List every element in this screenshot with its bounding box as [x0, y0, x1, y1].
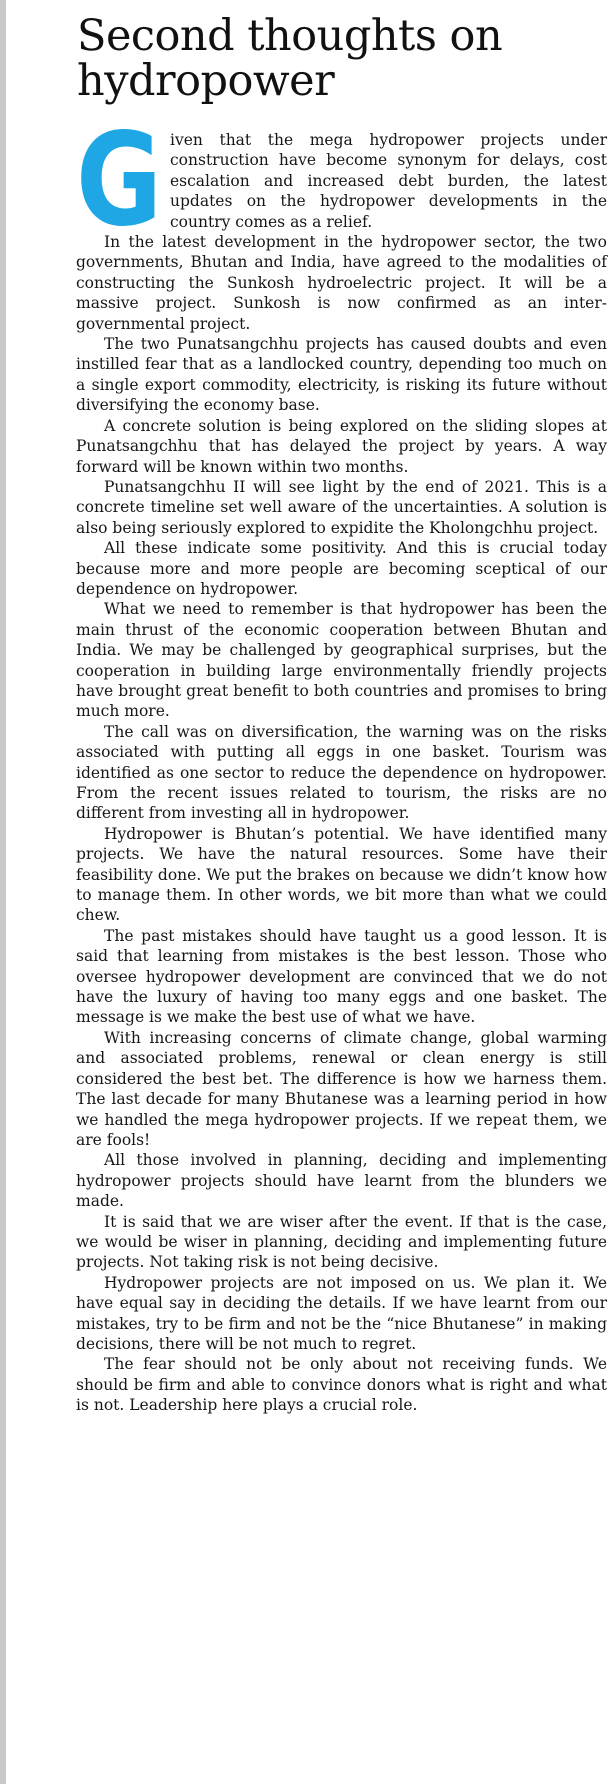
- article-paragraph-8: The call was on diversification, the warning was on the risks associated with putting all eggs in one basket. Tourism was identified as one sector to reduce the dependence on hydropower. From the recent issues related to tourism, the risks are no different from investing all in hydropower.: [76, 722, 607, 823]
- article-paragraph-9: Hydropower is Bhutan’s potential. We have identified many projects. We have the natural resources. Some have their feasibility done. We put the brakes on because we didn’t know how to manage them. In other words, we bit more than what we could chew.: [76, 824, 607, 925]
- article-paragraph-1: [76, 106, 607, 255]
- article-paragraph-5: Punatsangchhu II will see light by the end of 2021. This is a concrete timeline set well aware of the uncertainties. A solution is also being seriously explored to expidite the Kholongchhu project.: [76, 477, 607, 537]
- article-paragraph-15: The fear should not be only about not receiving funds. We should be firm and able to convince donors what is right and what is not. Leadership here plays a crucial role.: [76, 1355, 607, 1415]
- article-paragraph-12: All those involved in planning, deciding and implementing hydropower projects should have learnt from the blunders we made.: [76, 1151, 607, 1211]
- article-paragraph-6: All these indicate some positivity. And this is crucial today because more and more people are becoming sceptical of our dependence on hydropower.: [76, 539, 607, 598]
- article-paragraph-11: With increasing concerns of climate change, global warming and associated problems, renewal or clean energy is still considered the best bet. The difference is how we harness them. The last decade for many Bhutanese was a learning period in how we handled the mega hydropower projects. If we repeat them, we are fools!: [76, 1028, 607, 1149]
- article-paragraph-10: The past mistakes should have taught us a good lesson. It is said that learning from mistakes is the best lesson. Those who oversee hydropower development are convinced that we do not have the luxury of having too many eggs and one basket. The message is we make the best use of what we have.: [76, 926, 607, 1027]
- column-rule: [0, 0, 6, 1784]
- article-paragraph-2: In the latest development in the hydropower sector, the two governments, Bhutan and India, have agreed to the modalities of constructing the Sunkosh hydroelectric project. It will be a massive project. Sunkosh is now confirmed as an inter-governmental project.: [76, 233, 607, 333]
- article-paragraph-14: Hydropower projects are not imposed on us. We plan it. We have equal say in deciding the details. If we have learnt from our mistakes, try to be firm and not be the “nice Bhutanese” in making decisions, there will be not much to regret.: [76, 1273, 607, 1353]
- headline: Second thoughts on hydropower: [77, 11, 503, 106]
- lead-paragraph-text: iven that the mega hydropower projects under construction have become synonym for delays, cost escalation and increased debt burden, the latest updates on the hydropower developments in the country comes as a relief.: [170, 131, 607, 231]
- article-paragraph-4: A concrete solution is being explored on the sliding slopes at Punatsangchhu that has delayed the project by years. A way forward will be known within two months.: [76, 416, 607, 476]
- article-body: [76, 106, 607, 1416]
- article-paragraph-3: The two Punatsangchhu projects has caused doubts and even instilled fear that as a landlocked country, depending too much on a single export commodity, electricity, is risking its future without diversifying the economy base.: [76, 335, 607, 415]
- article-paragraph-7: What we need to remember is that hydropower has been the main thrust of the economic cooperation between Bhutan and India. We may be challenged by geographical surprises, but the cooperation in building large environmentally friendly projects have brought great benefit to both countries and promises to bring much more.: [76, 600, 607, 721]
- drop-cap: G: [76, 106, 163, 255]
- article-paragraph-13: It is said that we are wiser after the event. If that is the case, we would be wiser in planning, deciding and implementing future projects. Not taking risk is not being decisive.: [76, 1212, 607, 1272]
